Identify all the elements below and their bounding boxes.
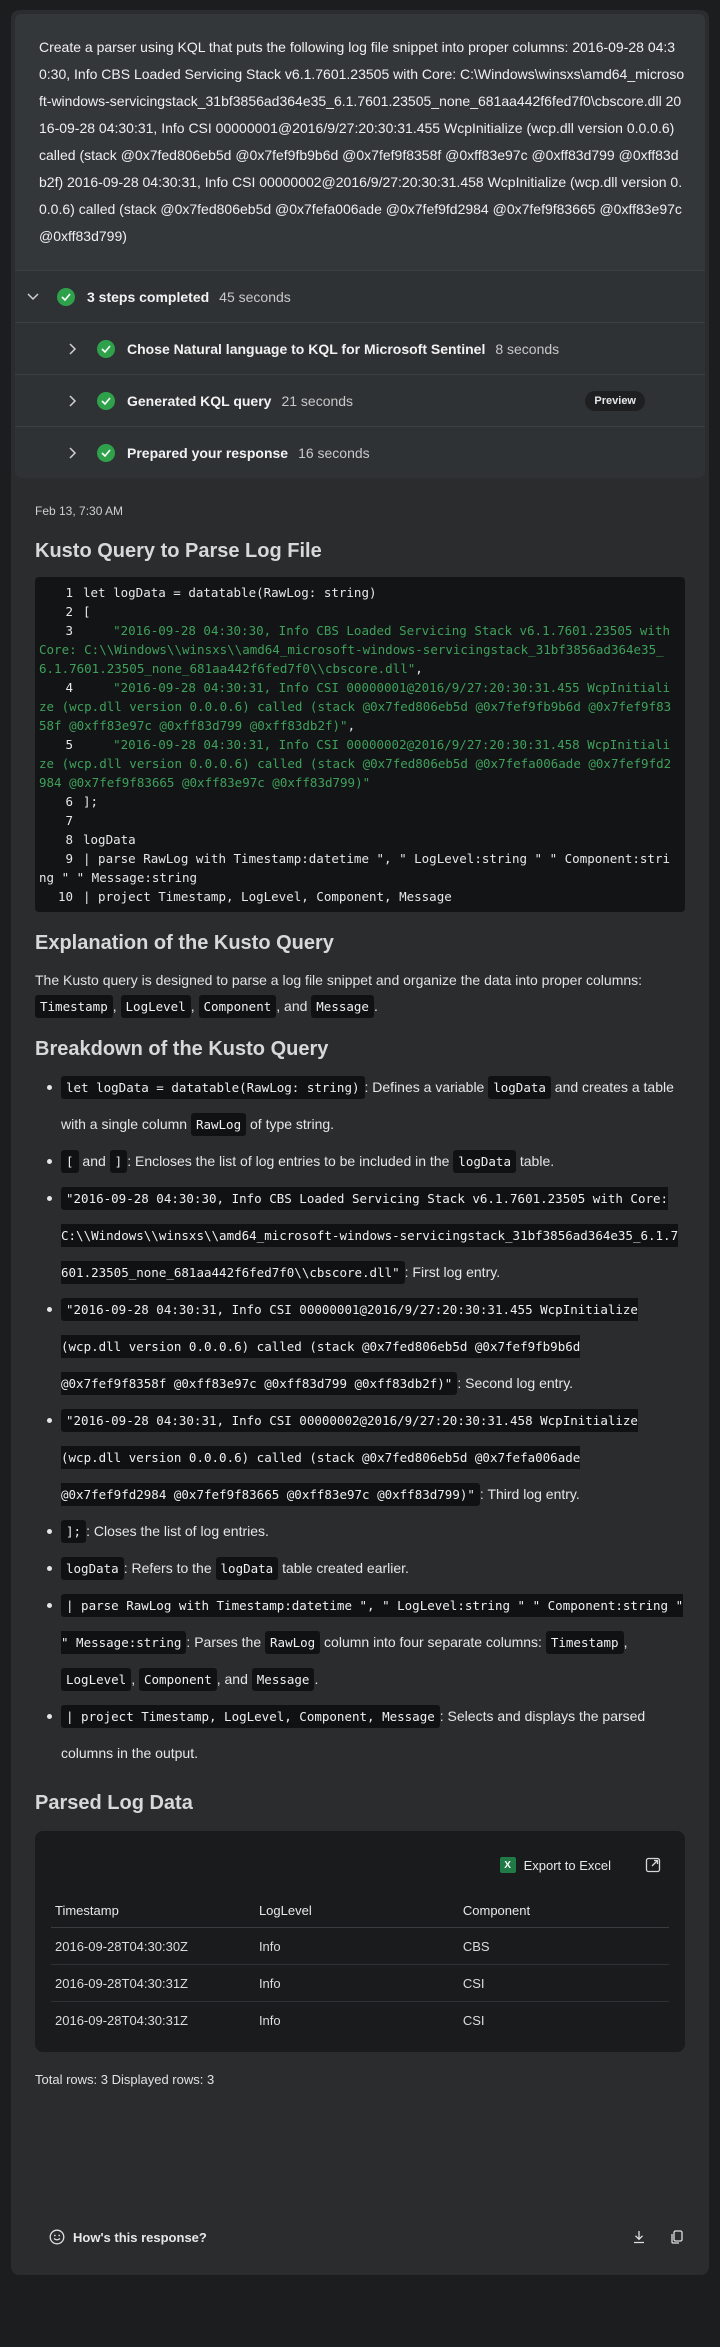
list-item: "2016-09-28 04:30:30, Info CBS Loaded Servicing Stack v6.1.7601.23505 with Core: C:\\Windows\\winsxs\\amd64_microsoft-windows-servicingstack_31bf3856ad364e35_6.1.7601.23505_none_681aa442f6fed7f0\\cbscore.dll" : First log entry. bbox=[61, 1180, 685, 1291]
table-row bbox=[51, 2002, 669, 2039]
check-icon bbox=[97, 444, 115, 462]
check-icon bbox=[57, 288, 75, 306]
explanation-section-title: Explanation of the Kusto Query bbox=[35, 932, 334, 954]
column-header[interactable]: LogLevel bbox=[255, 1895, 459, 1928]
check-icon bbox=[97, 392, 115, 410]
smiley-icon bbox=[49, 2229, 65, 2245]
code-line: 10 | project Timestamp, LogLevel, Component, Message bbox=[57, 889, 452, 904]
table-header-row bbox=[51, 1895, 669, 1928]
list-item: "2016-09-28 04:30:31, Info CSI 00000001@2016/9/27:20:30:31.455 WcpInitialize (wcp.dll version 0.0.0.6) called (stack @0x7fed806eb5d @0x7fef9fb9b6d @0x7fef9f8358f @0xff83e97c @0xff83d799 @0xff83db2f)" : Second log entry. bbox=[61, 1291, 685, 1402]
table-row bbox=[51, 1928, 669, 1965]
code-line: 4 "2016-09-28 04:30:31, Info CSI 00000001@2016/9/27:20:30:31.455 WcpInitialize (wcp.dll version 0.0.0.6) called (stack @0x7fed806eb5d @0x7fef9fb9b6d @0x7fef9f8358f @0xff83e97c @0xff83d799 @0xff83db2f)", bbox=[39, 680, 672, 733]
step-time: 21 seconds bbox=[281, 392, 354, 409]
list-item: logData : Refers to the logData table created earlier. bbox=[61, 1550, 685, 1587]
table-cell: Info bbox=[255, 1965, 459, 2002]
code-line: 3 "2016-09-28 04:30:30, Info CBS Loaded Servicing Stack v6.1.7601.23505 with Core: C:\\Windows\\winsxs\\amd64_microsoft-windows-servicingstack_31bf3856ad364e35_6.1.7601.23505_none_681aa442f6fed7f0\\cbscore.dll", bbox=[39, 623, 678, 676]
column-header[interactable]: Component bbox=[459, 1895, 669, 1928]
expand-icon[interactable] bbox=[645, 1857, 661, 1873]
list-item: [ and ] : Encloses the list of log entries to be included in the logData table. bbox=[61, 1143, 685, 1180]
chevron-down-icon bbox=[27, 291, 39, 303]
steps-summary-time: 45 seconds bbox=[219, 288, 291, 305]
parsed-section-title: Parsed Log Data bbox=[35, 1792, 193, 1814]
step-title: Generated KQL query bbox=[127, 392, 272, 409]
table-cell: 2016-09-28T04:30:30Z bbox=[51, 1928, 255, 1965]
code-line: 5 "2016-09-28 04:30:31, Info CSI 00000002@2016/9/27:20:30:31.458 WcpInitialize (wcp.dll version 0.0.0.6) called (stack @0x7fed806eb5d @0x7fefa006ade @0x7fef9fd2984 @0x7fef9f83665 @0xff83e97c @0xff83d799)" bbox=[39, 737, 672, 790]
code-line: 8 logData bbox=[65, 832, 136, 847]
table-totals: Total rows: 3 Displayed rows: 3 bbox=[35, 2072, 215, 2087]
table-row bbox=[51, 1965, 669, 2002]
step-item[interactable] bbox=[15, 374, 705, 426]
table-toolbar bbox=[51, 1851, 669, 1879]
prompt-text: Create a parser using KQL that puts the following log file snippet into proper columns: 2016-09-28 04:30:30, Info CBS Loaded Servicing Stack v6.1.7601.23505 with Core: C:\Windows\winsxs\amd64_microsoft-windows-servicingstack_31bf3856ad364e35_6.1.7601.23505_none_681aa442f6fed7f0\cbscore.dll 2016-09-28 04:30:31, Info CSI 00000001@2016/9/27:20:30:31.455 WcpInitialize (wcp.dll version 0.0.0.6) called (stack @0x7fed806eb5d @0x7fef9fb9b6d @0x7fef9f8358f @0xff83e97c @0xff83d799 @0xff83db2f) 2016-09-28 04:30:31, Info CSI 00000002@2016/9/27:20:30:31.458 WcpInitialize (wcp.dll version 0.0.0.6) called (stack @0x7fed806eb5d @0x7fefa006ade @0x7fef9fd2984 @0x7fef9f83665 @0xff83e97c @0xff83d799) bbox=[39, 39, 685, 244]
chevron-right-icon bbox=[67, 343, 79, 355]
table-cell: CBS bbox=[459, 1928, 669, 1965]
response-footer bbox=[11, 2199, 709, 2275]
chevron-right-icon bbox=[67, 395, 79, 407]
code-block bbox=[35, 577, 685, 912]
step-title: Chose Natural language to KQL for Microsoft Sentinel bbox=[127, 340, 486, 357]
step-time: 16 seconds bbox=[298, 444, 370, 461]
table-cell: 2016-09-28T04:30:31Z bbox=[51, 1965, 255, 2002]
step-item[interactable] bbox=[15, 322, 705, 374]
table-cell: 2016-09-28T04:30:31Z bbox=[55, 2013, 188, 2028]
query-section-title: Kusto Query to Parse Log File bbox=[35, 540, 322, 562]
table-cell: CSI bbox=[459, 1965, 669, 2002]
download-icon[interactable] bbox=[631, 2229, 647, 2245]
feedback-label: How's this response? bbox=[73, 2229, 207, 2245]
list-item: | project Timestamp, LogLevel, Component, Message : Selects and displays the parsed columns in the output. bbox=[61, 1698, 685, 1772]
table-cell: CSI bbox=[462, 2013, 485, 2028]
chevron-right-icon bbox=[67, 447, 79, 459]
check-icon bbox=[97, 340, 115, 358]
feedback-button[interactable] bbox=[49, 2229, 207, 2245]
list-item: let logData = datatable(RawLog: string) : Defines a variable logData and creates a table with a single column RawLog of type string. bbox=[61, 1069, 685, 1143]
code-line: 1 let logData = datatable(RawLog: string) bbox=[65, 585, 377, 600]
table-cell: Info bbox=[258, 2013, 281, 2028]
step-time: 8 seconds bbox=[495, 340, 560, 357]
export-to-excel-button[interactable] bbox=[500, 1857, 611, 1873]
column-header[interactable]: Timestamp bbox=[51, 1895, 255, 1928]
code-line: 6 ]; bbox=[65, 794, 99, 809]
list-item: ]; : Closes the list of log entries. bbox=[61, 1513, 685, 1550]
response-timestamp: Feb 13, 7:30 AM bbox=[35, 504, 124, 518]
list-item: "2016-09-28 04:30:31, Info CSI 00000002@2016/9/27:20:30:31.458 WcpInitialize (wcp.dll version 0.0.0.6) called (stack @0x7fed806eb5d @0x7fefa006ade @0x7fef9fd2984 @0x7fef9f83665 @0xff83e97c @0xff83d799)" : Third log entry. bbox=[61, 1402, 685, 1513]
steps-panel bbox=[15, 270, 705, 478]
user-prompt bbox=[15, 14, 705, 270]
code-line: 2 [ bbox=[65, 604, 91, 619]
results-table-card bbox=[35, 1831, 685, 2052]
code-line: 9 | parse RawLog with Timestamp:datetime ", " LogLevel:string " " Component:string " " Message:string bbox=[39, 851, 670, 885]
steps-summary[interactable] bbox=[15, 270, 705, 322]
table-cell: Info bbox=[255, 1928, 459, 1965]
export-label: Export to Excel bbox=[523, 1857, 611, 1873]
explanation-paragraph: The Kusto query is designed to parse a log file snippet and organize the data into proper columns: Timestamp , LogLevel , Component , and Message . bbox=[11, 967, 709, 1020]
breakdown-section-title: Breakdown of the Kusto Query bbox=[35, 1038, 329, 1060]
steps-summary-title: 3 steps completed bbox=[87, 288, 210, 305]
breakdown-list bbox=[11, 1069, 709, 1772]
results-table bbox=[51, 1895, 669, 2038]
list-item: | parse RawLog with Timestamp:datetime ", " LogLevel:string " " Component:string " " Message:string : Parses the RawLog column into four separate columns: Timestamp , LogLevel , Component , and Message . bbox=[61, 1587, 685, 1698]
step-item[interactable] bbox=[15, 426, 705, 478]
step-title: Prepared your response bbox=[127, 444, 289, 461]
preview-badge: Preview bbox=[585, 391, 645, 411]
copy-icon[interactable] bbox=[669, 2229, 685, 2245]
code-line: 7 bbox=[65, 813, 73, 828]
excel-icon: X bbox=[500, 1857, 516, 1873]
chat-frame bbox=[11, 10, 709, 2275]
